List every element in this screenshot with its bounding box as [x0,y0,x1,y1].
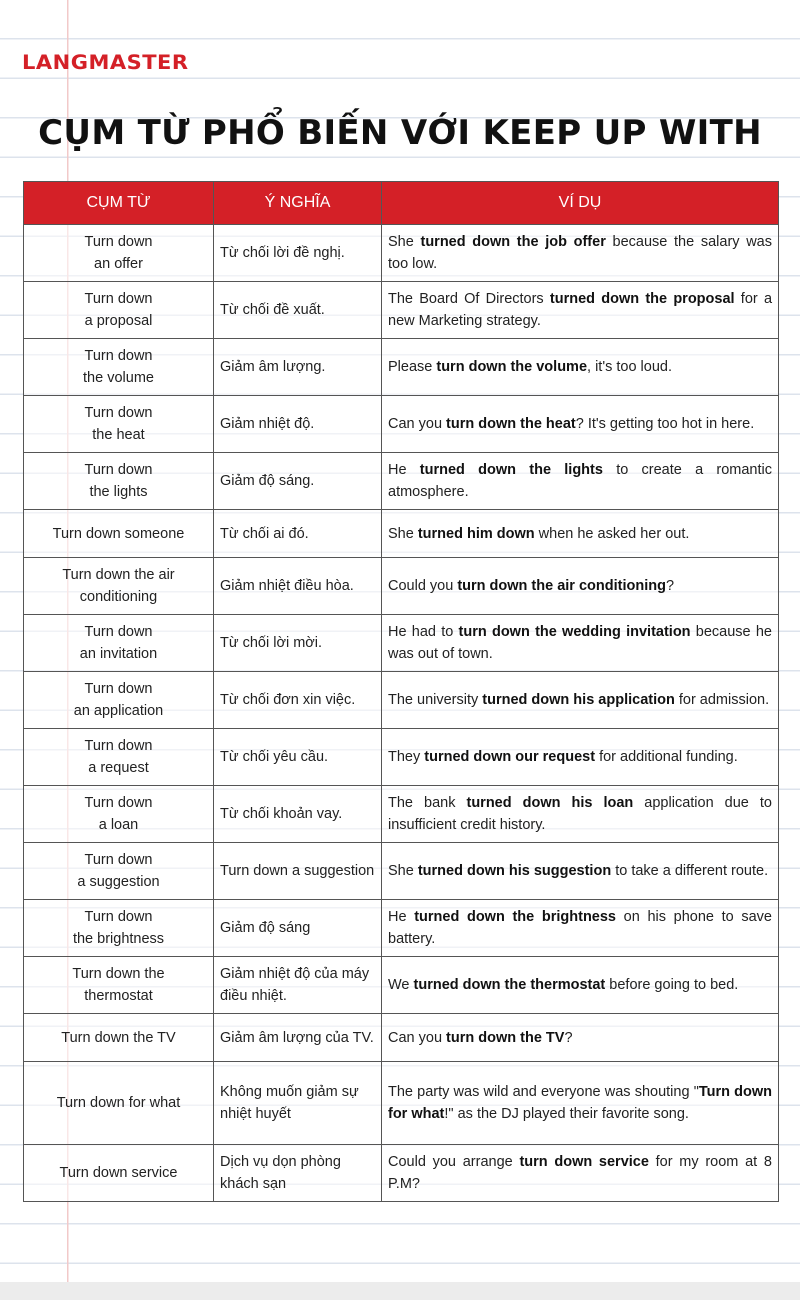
highlighted-phrase: turned him down [417,525,535,542]
example-cell: The Board Of Directors turned down the proposal for a new Marketing strategy. [382,282,779,339]
highlighted-phrase: turn down the TV [446,1029,565,1046]
header-example: VÍ DỤ [382,182,779,225]
meaning-cell: Giảm nhiệt điều hòa. [214,558,382,615]
table-row [24,225,779,282]
table-row [24,558,779,615]
phrase-cell: Turn down the lights [24,453,214,510]
phrase-cell: Turn down the volume [24,339,214,396]
meaning-cell: Giảm độ sáng. [214,453,382,510]
highlighted-phrase: turned down the lights [419,462,603,478]
phrase-cell: Turn down an invitation [24,615,214,672]
phrase-cell: Turn down service [24,1145,214,1202]
table-row [24,1145,779,1202]
meaning-cell: Từ chối lời đề nghị. [214,225,382,282]
page-title: CỤM TỪ PHỔ BIẾN VỚI KEEP UP WITH [38,113,762,153]
meaning-cell: Từ chối đề xuất. [214,282,382,339]
phrase-cell: Turn down an offer [24,225,214,282]
table-row [24,282,779,339]
table-row [24,1014,779,1062]
table-row [24,843,779,900]
table-header-row [24,182,779,225]
highlighted-phrase: turned down the thermostat [413,977,606,993]
example-cell: Can you turn down the heat? It's getting too hot in here. [382,396,779,453]
example-cell: Can you turn down the TV? [382,1014,779,1062]
example-cell: The party was wild and everyone was shouting "Turn down for what!" as the DJ played their favorite song. [382,1062,779,1145]
meaning-cell: Từ chối ai đó. [214,510,382,558]
brand-logo: LANGMASTER [22,51,189,74]
example-cell: He turned down the lights to create a romantic atmosphere. [382,453,779,510]
highlighted-phrase: turned down his loan [466,795,634,811]
meaning-cell: Từ chối lời mời. [214,615,382,672]
meaning-cell: Từ chối khoản vay. [214,786,382,843]
phrase-cell: Turn down an application [24,672,214,729]
highlighted-phrase: turned down the brightness [414,909,616,925]
phrase-cell: Turn down a suggestion [24,843,214,900]
highlighted-phrase: turn down the volume [436,359,588,375]
meaning-cell: Giảm âm lượng của TV. [214,1014,382,1062]
highlighted-phrase: turned down our request [424,749,596,765]
table-row [24,900,779,957]
highlighted-phrase: turned down his suggestion [417,863,612,879]
phrase-cell: Turn down the brightness [24,900,214,957]
table-row [24,396,779,453]
example-cell: They turned down our request for additional funding. [382,729,779,786]
phrase-cell: Turn down the heat [24,396,214,453]
table-row [24,672,779,729]
phrase-cell: Turn down the TV [24,1014,214,1062]
phrase-cell: Turn down someone [24,510,214,558]
example-cell: He had to turn down the wedding invitation because he was out of town. [382,615,779,672]
table-row [24,615,779,672]
phrase-table [23,181,779,1202]
meaning-cell: Không muốn giảm sự nhiệt huyết [214,1062,382,1145]
header-meaning: Ý NGHĨA [214,182,382,225]
table-row [24,453,779,510]
highlighted-phrase: turn down the heat [446,416,576,432]
table-row [24,510,779,558]
table-row [24,339,779,396]
highlighted-phrase: turn down the air conditioning [457,578,666,594]
example-cell: The bank turned down his loan application due to insufficient credit history. [382,786,779,843]
highlighted-phrase: turned down the proposal [549,291,735,307]
highlighted-phrase: turn down the wedding invitation [458,624,691,640]
table-row [24,1062,779,1145]
meaning-cell: Giảm độ sáng [214,900,382,957]
highlighted-phrase: Turn down for what [388,1084,772,1122]
header-phrase: CỤM TỪ [24,182,214,225]
highlighted-phrase: turned down the job offer [420,234,606,250]
table-row [24,957,779,1014]
phrase-cell: Turn down the thermostat [24,957,214,1014]
meaning-cell: Dịch vụ dọn phòng khách sạn [214,1145,382,1202]
phrase-cell: Turn down a request [24,729,214,786]
example-cell: He turned down the brightness on his phone to save battery. [382,900,779,957]
meaning-cell: Giảm nhiệt độ của máy điều nhiệt. [214,957,382,1014]
meaning-cell: Turn down a suggestion [214,843,382,900]
example-cell: Could you arrange turn down service for my room at 8 P.M? [382,1145,779,1202]
table-row [24,729,779,786]
meaning-cell: Giảm nhiệt độ. [214,396,382,453]
meaning-cell: Từ chối yêu cầu. [214,729,382,786]
highlighted-phrase: turn down service [519,1154,649,1170]
example-cell: She turned him down when he asked her out. [382,510,779,558]
meaning-cell: Giảm âm lượng. [214,339,382,396]
bottom-bar [0,1282,800,1300]
example-cell: She turned down the job offer because the salary was too low. [382,225,779,282]
example-cell: Could you turn down the air conditioning? [382,558,779,615]
meaning-cell: Từ chối đơn xin việc. [214,672,382,729]
example-cell: We turned down the thermostat before going to bed. [382,957,779,1014]
example-cell: The university turned down his application for admission. [382,672,779,729]
phrase-cell: Turn down for what [24,1062,214,1145]
phrase-cell: Turn down the air conditioning [24,558,214,615]
table-row [24,786,779,843]
example-cell: She turned down his suggestion to take a different route. [382,843,779,900]
example-cell: Please turn down the volume, it's too loud. [382,339,779,396]
highlighted-phrase: turned down his application [482,692,675,708]
phrase-cell: Turn down a proposal [24,282,214,339]
phrase-cell: Turn down a loan [24,786,214,843]
